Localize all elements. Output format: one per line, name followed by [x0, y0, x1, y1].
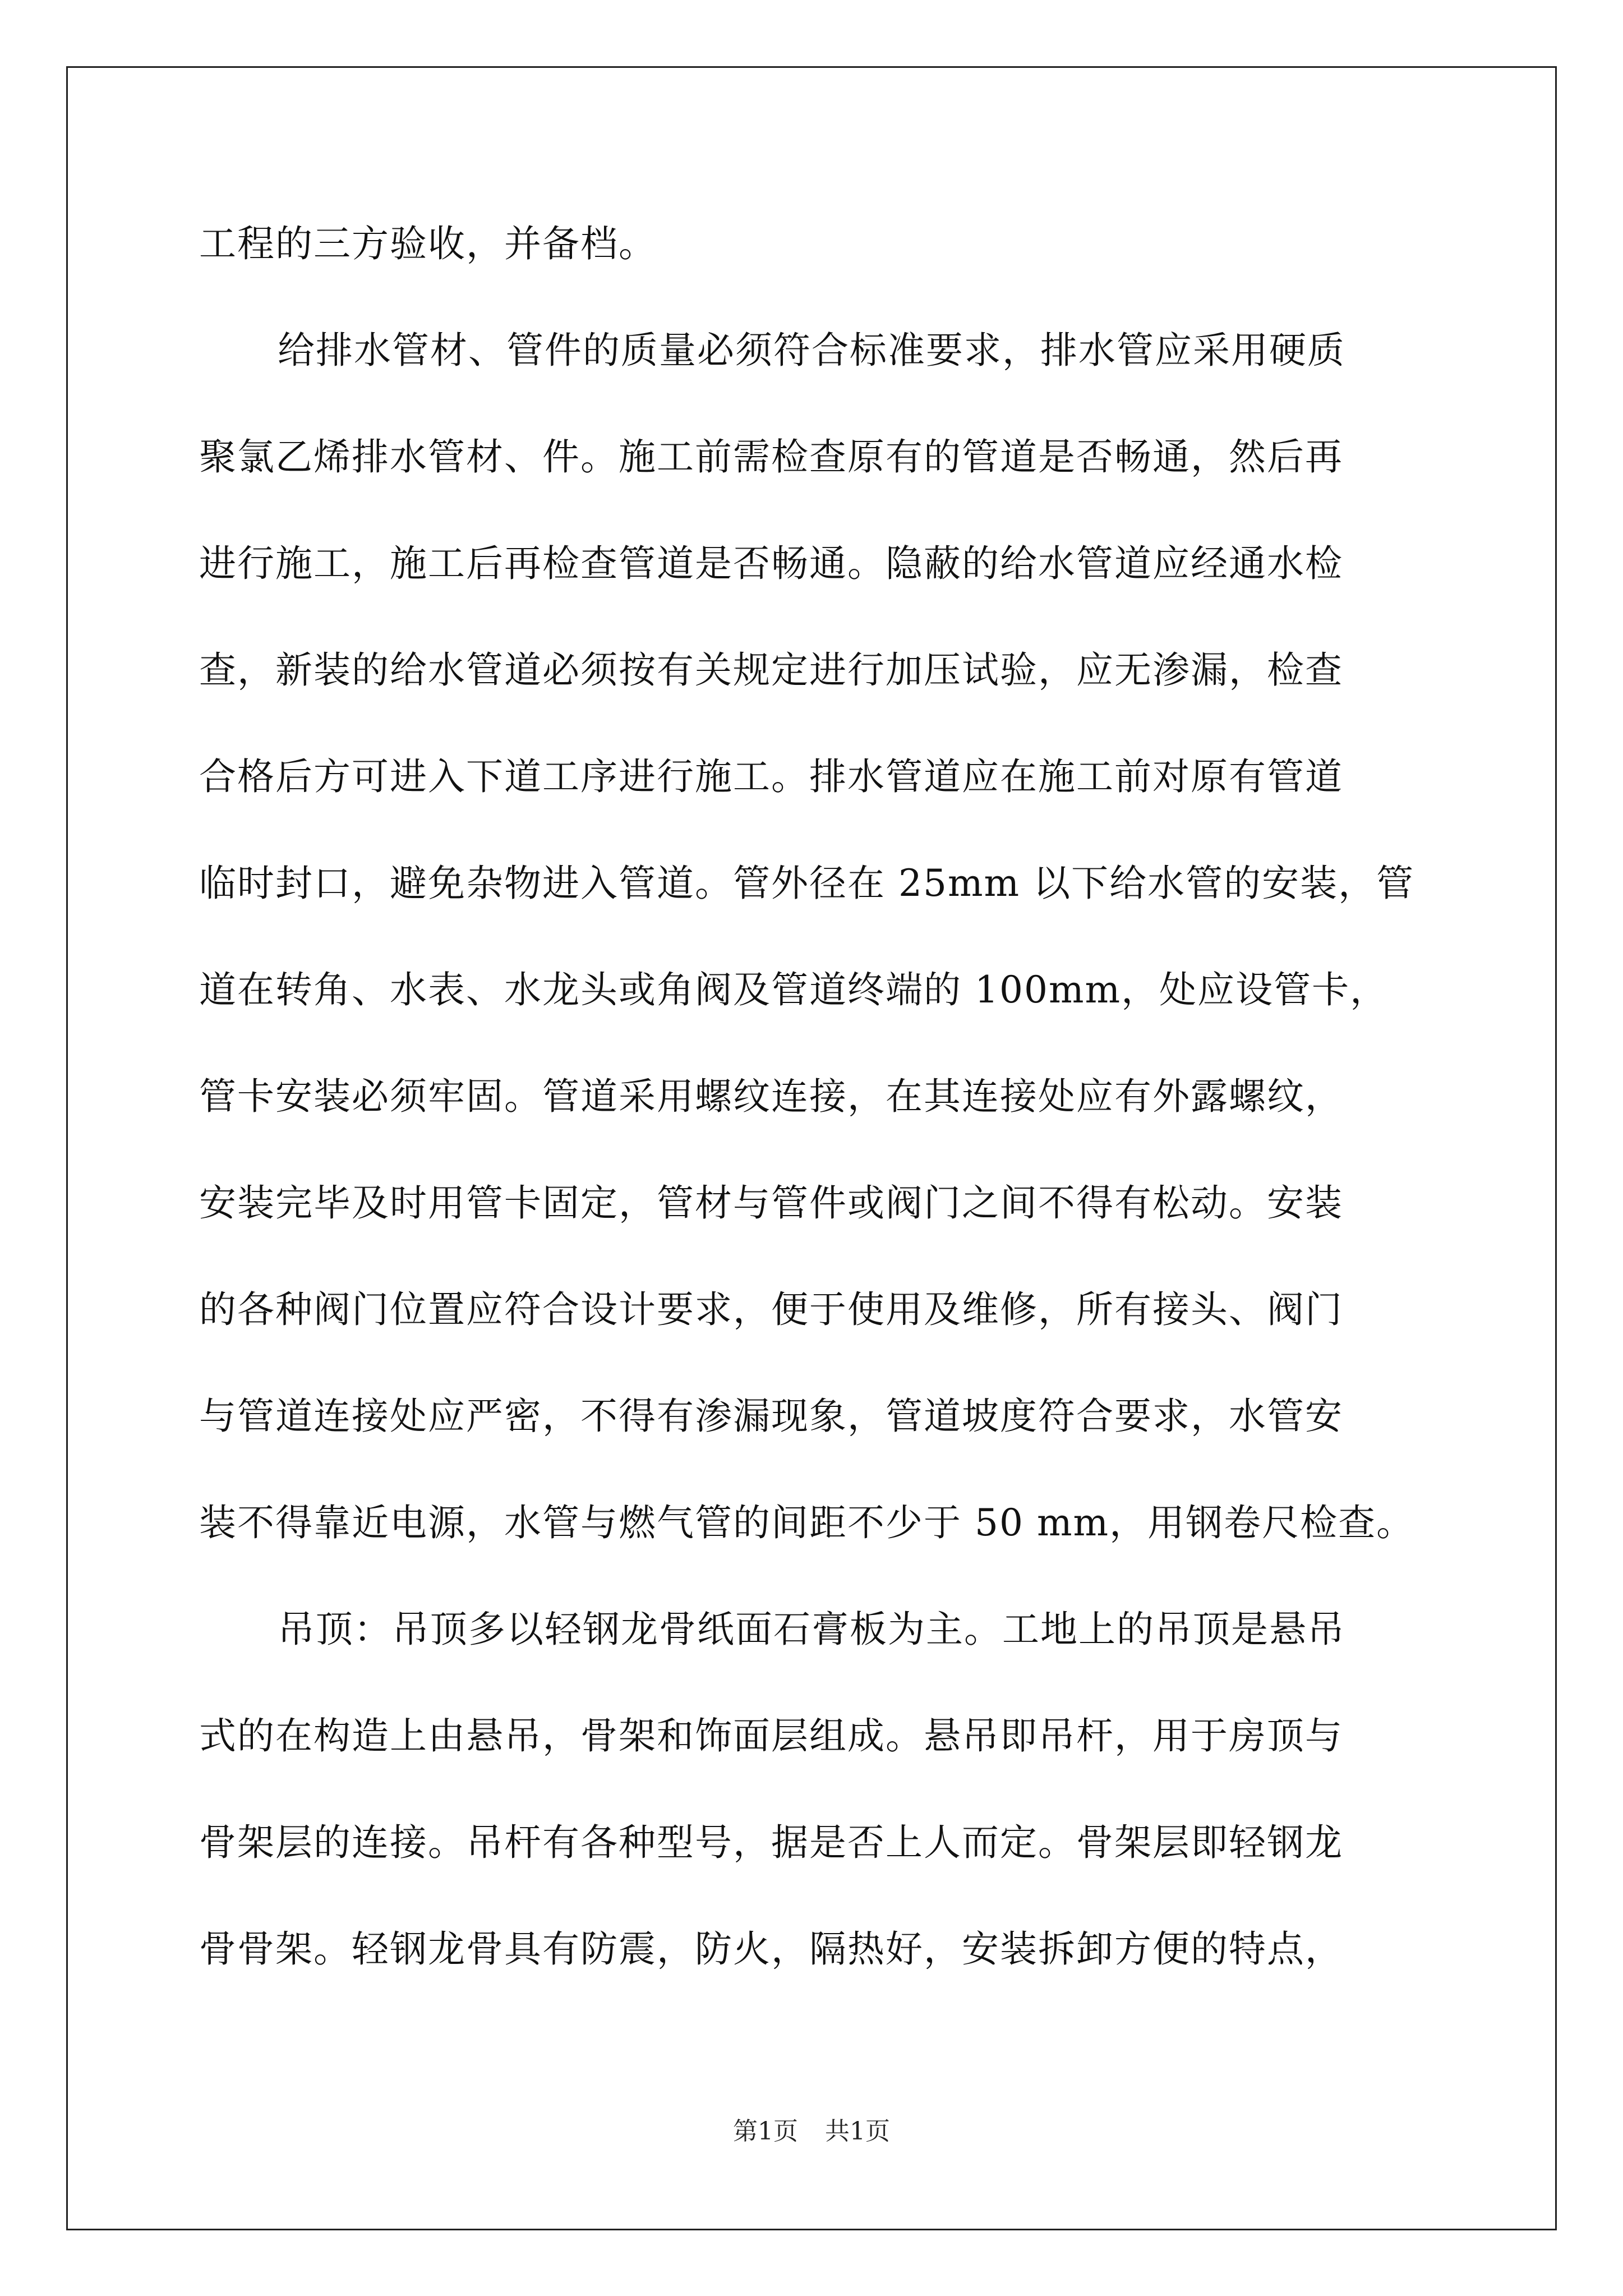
text-line: 骨骨架。轻钢龙骨具有防震，防火，隔热好，安装拆卸方便的特点， [199, 1927, 1343, 1971]
text-line: 的各种阀门位置应符合设计要求，便于使用及维修，所有接头、阀门 [199, 1288, 1343, 1331]
text-line: 查，新装的给水管道必须按有关规定进行加压试验，应无渗漏，检查 [199, 648, 1343, 692]
page-number-current: 第1页 [733, 2117, 798, 2146]
page-footer [0, 2115, 1623, 2148]
paragraph-start-line: 给排水管材、管件的质量必须符合标准要求，排水管应采用硬质 [278, 329, 1345, 372]
text-line: 骨架层的连接。吊杆有各种型号，据是否上人而定。骨架层即轻钢龙 [199, 1821, 1343, 1864]
text-line: 装不得靠近电源，水管与燃气管的间距不少于 50 mm，用钢卷尺检查。 [199, 1501, 1415, 1544]
text-line: 聚氯乙烯排水管材、件。施工前需检查原有的管道是否畅通，然后再 [199, 435, 1343, 478]
text-line: 道在转角、水表、水龙头或角阀及管道终端的 100mm，处应设管卡， [199, 968, 1389, 1011]
text-line: 管卡安装必须牢固。管道采用螺纹连接，在其连接处应有外露螺纹， [199, 1075, 1343, 1118]
text-line: 进行施工，施工后再检查管道是否畅通。隐蔽的给水管道应经通水检 [199, 542, 1343, 585]
page-number-total: 共1页 [825, 2117, 890, 2146]
text-line: 合格后方可进入下道工序进行施工。排水管道应在施工前对原有管道 [199, 755, 1343, 798]
text-line: 安装完毕及时用管卡固定，管材与管件或阀门之间不得有松动。安装 [199, 1181, 1343, 1225]
paragraph-start-line: 吊顶：吊顶多以轻钢龙骨纸面石膏板为主。工地上的吊顶是悬吊 [278, 1608, 1345, 1651]
text-line: 工程的三方验收，并备档。 [199, 222, 657, 265]
text-line: 与管道连接处应严密，不得有渗漏现象，管道坡度符合要求，水管安 [199, 1395, 1343, 1438]
text-line: 临时封口，避免杂物进入管道。管外径在 25mm 以下给水管的安装，管 [199, 862, 1415, 905]
text-line: 式的在构造上由悬吊，骨架和饰面层组成。悬吊即吊杆，用于房顶与 [199, 1714, 1343, 1757]
document-body [199, 191, 1433, 2003]
